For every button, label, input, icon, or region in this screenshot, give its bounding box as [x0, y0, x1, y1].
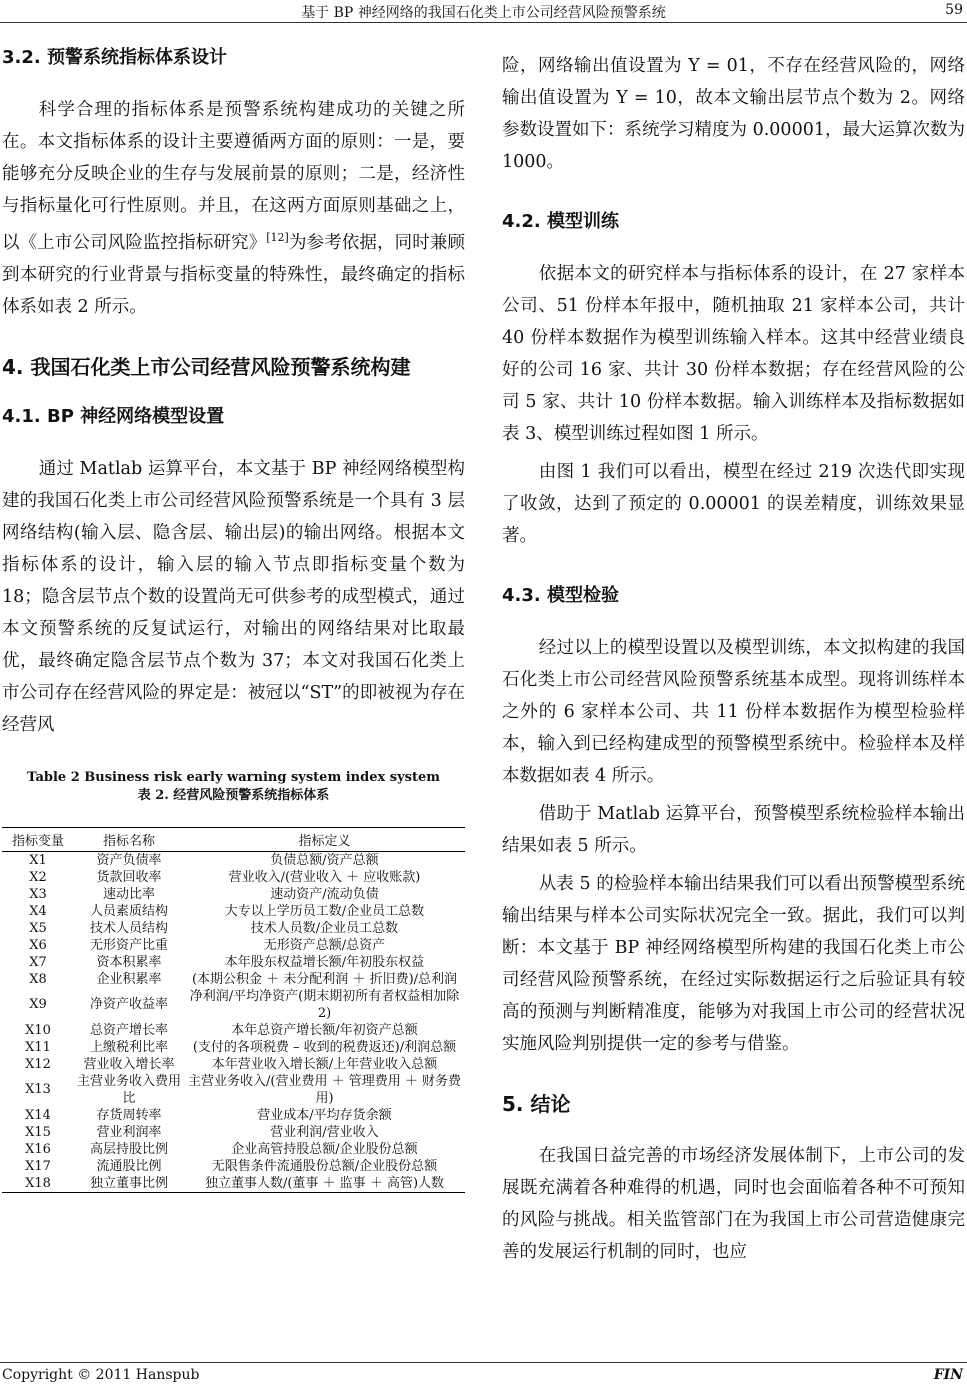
name-cell: 上缴税利比率: [89, 1039, 168, 1055]
paragraph: 由图 1 我们可以看出，模型在经过 219 次迭代即实现了收敛，达到了预定的 0.00001 的误差精度，训练效果显著。: [502, 462, 965, 546]
variable-cell: X1: [29, 852, 47, 868]
definition-cell: 本年总资产增长额/年初资产总额: [231, 1022, 418, 1038]
header-title: 基于 BP 神经网络的我国石化类上市公司经营风险预警系统: [301, 5, 666, 21]
table-row: [2, 937, 465, 954]
table-row: [2, 851, 465, 869]
variable-cell: X2: [29, 869, 47, 885]
definition-cell: 大专以上学历员工数/企业员工总数: [224, 903, 425, 919]
table-row: [2, 1073, 465, 1107]
table-row: [2, 1039, 465, 1056]
name-cell: 流通股比例: [96, 1158, 162, 1174]
running-header: [0, 0, 967, 23]
variable-cell: X18: [2, 1175, 74, 1193]
variable-cell: X7: [29, 954, 47, 970]
name-cell: 总资产增长率: [89, 1022, 168, 1038]
name-cell: 企业积累率: [96, 971, 162, 987]
variable-cell: X15: [25, 1124, 51, 1140]
footer: [0, 1362, 967, 1383]
definition-cell: 企业高管持股总额/企业股份总额: [231, 1141, 418, 1157]
variable-cell: X14: [25, 1107, 51, 1123]
table-row: [2, 920, 465, 937]
name-cell: 主营业务收入费用比: [76, 1073, 181, 1106]
definition-cell: 营业成本/平均存货余额: [257, 1107, 392, 1123]
table-row: [2, 954, 465, 971]
table-row: [2, 886, 465, 903]
name-cell: 资本积累率: [96, 954, 162, 970]
table-row: [2, 1124, 465, 1141]
section-3-2-title: 3.2. 预警系统指标体系设计: [2, 47, 227, 68]
section-4-title: 4. 我国石化类上市公司经营风险预警系统构建: [2, 354, 411, 379]
paragraph: 在我国日益完善的市场经济发展体制下，上市公司的发展既充满着各种难得的机遇，同时也会面临着各种不可预知的风险与挑战。相关监管部门在为我国上市公司营造健康完善的发展运行机制的同时，也应: [502, 1146, 965, 1262]
definition-cell: 营业收入/(营业收入 ＋ 应收账款): [228, 869, 421, 885]
table-row: [2, 988, 465, 1022]
definition-cell: 本年营业收入增长额/上年营业收入总额: [211, 1056, 438, 1072]
table-row: [2, 1022, 465, 1039]
name-cell: 营业收入增长率: [83, 1056, 175, 1072]
name-cell: 营业利润率: [96, 1124, 162, 1140]
name-cell: 无形资产比重: [89, 937, 168, 953]
definition-cell: (本期公积金 ＋ 未分配利润 ＋ 折旧费)/总利润: [191, 971, 458, 987]
definition-cell: 主营业务收入/(营业费用 ＋ 管理费用 ＋ 财务费用): [188, 1073, 461, 1106]
table-row: [2, 903, 465, 920]
name-cell: 资产负债率: [96, 852, 162, 868]
name-cell: 技术人员结构: [89, 920, 168, 936]
name-cell: 人员素质结构: [89, 903, 168, 919]
section-4-3-title: 4.3. 模型检验: [502, 585, 619, 606]
copyright: Copyright © 2011 Hanspub: [2, 1367, 200, 1383]
table-row: [2, 1107, 465, 1124]
variable-cell: X3: [29, 886, 47, 902]
definition-cell: (支付的各项税费 – 收到的税费返还)/利润总额: [192, 1039, 457, 1055]
table-row: [2, 1056, 465, 1073]
variable-cell: X10: [25, 1022, 51, 1038]
section-5-title: 5. 结论: [502, 1092, 571, 1116]
table-header: 指标名称: [74, 827, 184, 851]
definition-cell: 无形资产总额/总资产: [263, 937, 386, 953]
variable-cell: X5: [29, 920, 47, 936]
variable-cell: X6: [29, 937, 47, 953]
variable-cell: X8: [29, 971, 47, 987]
paragraph: 从表 5 的检验样本输出结果我们可以看出预警模型系统输出结果与样本公司实际状况完全一致。据此，我们可以判断：本文基于 BP 神经网络模型所构建的我国石化类上市公司经营风险预警系统，在经过实际数据运行之后验证具有较高的预测与判断精准度，能够为对我国上市公司的经营状况实施风险判别提供一定的参考与借鉴。: [502, 874, 965, 1054]
right-column: [502, 50, 965, 1274]
definition-cell: 本年股东权益增长额/年初股东权益: [224, 954, 425, 970]
table-row: [2, 1158, 465, 1175]
paragraph: [2, 94, 465, 323]
variable-cell: X12: [25, 1056, 51, 1072]
section-4-1-title: 4.1. BP 神经网络模型设置: [2, 405, 225, 427]
table-header: 指标定义: [184, 827, 465, 851]
citation: [12]: [266, 231, 289, 244]
table-caption-zh: 表 2. 经营风险预警系统指标体系: [137, 787, 330, 803]
table-row: [2, 1175, 465, 1193]
index-table: [2, 827, 465, 1193]
definition-cell: 技术人员数/企业员工总数: [250, 920, 399, 936]
journal-abbrev: FIN: [933, 1367, 963, 1383]
paragraph: 借助于 Matlab 运算平台，预警模型系统检验样本输出结果如表 5 所示。: [502, 804, 965, 856]
table-row: [2, 1141, 465, 1158]
name-cell: 独立董事比例: [74, 1175, 184, 1193]
paragraph: 依据本文的研究样本与指标体系的设计，在 27 家样本公司、51 份样本年报中，随机抽取 21 家样本公司，共计 40 份样本数据作为模型训练输入样本。这其中经营业绩良好的公司 16 家、共计 30 份样本数据；存在经营风险的公司 5 家、共计 10 份样本数据。输入训练样本及指标数据如表 3、模型训练过程如图 1 所示。: [502, 264, 965, 444]
definition-cell: 速动资产/流动负债: [270, 886, 379, 902]
variable-cell: X16: [25, 1141, 51, 1157]
definition-cell: 净利润/平均净资产(期末期初所有者权益相加除 2): [189, 988, 460, 1021]
variable-cell: X13: [25, 1082, 51, 1098]
variable-cell: X11: [25, 1039, 51, 1055]
name-cell: 净资产收益率: [89, 997, 168, 1013]
paragraph: 经过以上的模型设置以及模型训练，本文拟构建的我国石化类上市公司经营风险预警系统基本成型。现将训练样本之外的 6 家样本公司、共 11 份样本数据作为模型检验样本，输入到已经构建成型的预警模型系统中。检验样本及样本数据如表 4 所示。: [502, 638, 965, 786]
definition-cell: 营业利润/营业收入: [270, 1124, 379, 1140]
definition-cell: 独立董事人数/(董事 ＋ 监事 ＋ 高管)人数: [184, 1175, 465, 1193]
name-cell: 存货周转率: [96, 1107, 162, 1123]
name-cell: 货款回收率: [96, 869, 162, 885]
text: 科学合理的指标体系是预警系统构建成功的关键之所在。本文指标体系的设计主要遵循两方面的原则：一是，要能够充分反映企业的生存与发展前景的原则；二是，经济性与指标量化可行性原则。并且，在这两方面原则基础之上，以《上市公司风险监控指标研究》: [2, 100, 465, 253]
variable-cell: X4: [29, 903, 47, 919]
left-column: [2, 40, 465, 1193]
paragraph: 通过 Matlab 运算平台，本文基于 BP 神经网络模型构建的我国石化类上市公司经营风险预警系统是一个具有 3 层网络结构(输入层、隐含层、输出层)的输出网络。根据本文指标体系的设计，输入层的输入节点即指标变量个数为 18；隐含层节点个数的设置尚无可供参考的成型模式，通过本文预警系统的反复试运行，对输出的网络结果对比取最优，最终确定隐含层节点个数为 37；本文对我国石化类上市公司存在经营风险的界定是：被冠以“ST”的即被视为存在经营风: [2, 458, 465, 735]
variable-cell: X17: [25, 1158, 51, 1174]
variable-cell: X9: [29, 997, 47, 1013]
table-row: [2, 971, 465, 988]
section-4-2-title: 4.2. 模型训练: [502, 211, 619, 232]
name-cell: 高层持股比例: [89, 1141, 168, 1157]
definition-cell: 负债总额/资产总额: [270, 852, 379, 868]
table-header: 指标变量: [2, 827, 74, 851]
table-row: [2, 869, 465, 886]
name-cell: 速动比率: [102, 886, 155, 902]
table-caption: [2, 769, 465, 805]
paragraph: 险，网络输出值设置为 Y = 01，不存在经营风险的，网络输出值设置为 Y = 10，故本文输出层节点个数为 2。网络参数设置如下：系统学习精度为 0.00001，最大运算次数为 1000。: [502, 56, 965, 172]
definition-cell: 无限售条件流通股份总额/企业股份总额: [211, 1158, 438, 1174]
page-number: 59: [945, 2, 963, 18]
text: 为参考依据，同时兼顾到本研究的行业背景与指标变量的特殊性，最终确定的指标体系如表 2 所示。: [2, 232, 466, 317]
table-caption-en: Table 2 Business risk early warning system index system: [27, 769, 440, 785]
